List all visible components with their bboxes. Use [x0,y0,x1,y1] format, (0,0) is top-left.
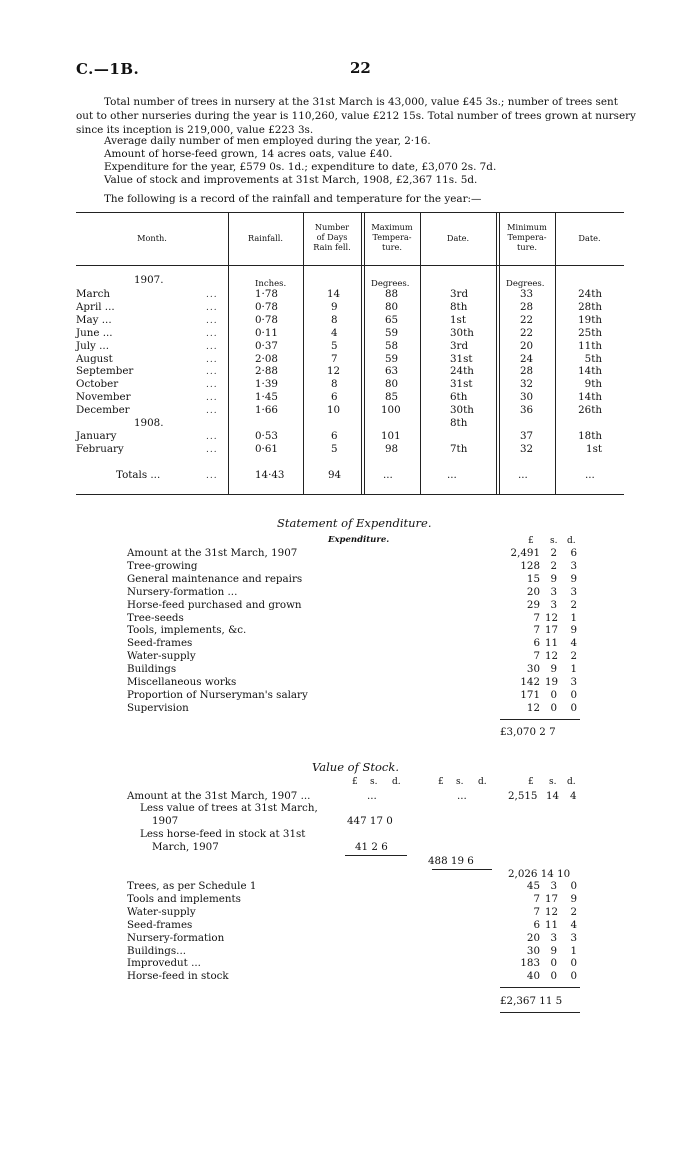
head-date-min: Date. [578,233,601,243]
intro-line-expenditure: Expenditure for the year, £579 0s. 1d.; expenditure to date, £3,070 2s. 7d. [104,161,497,173]
expenditure-row-label: Tree-growing [127,559,198,572]
stock-row-pounds: 45 [526,880,540,892]
expenditure-row-label: Supervision [127,701,189,714]
stock-less-horse-feed: Less horse-feed in stock at 31st [140,828,306,840]
table-bottom-rule [76,494,624,495]
intro-paragraph: Total number of trees in nursery at the 31st March is 43,000, value £45 3s.; number of trees sent out to other nurseries during the year is 110,260, value £212 15s. Total number of trees grown at nursery since its inception is 219,000, value £223 3s. [76,96,636,136]
rain-row-min-date: 9th [584,378,602,391]
totals-max-date: ... [447,469,457,481]
totals-min: ... [518,469,528,481]
stock-row-shillings: 12 [545,905,559,918]
rain-row-min-date: 26th [578,404,602,417]
rain-row-days: 12 [327,365,341,378]
stock-row-label: Trees, as per Schedule 1 [127,880,257,892]
stock-row-pounds: 6 [533,918,540,931]
rain-row-month: April ... [76,300,115,313]
expenditure-row-shillings: 17 [545,624,559,637]
col-head-pounds: £ [528,536,534,546]
stock-head-pounds-c: £ [528,777,534,787]
leader-dots: ... [206,302,218,313]
head-min-line: Tempera- [507,232,547,242]
stock-row-pence: 4 [570,918,577,931]
rain-row-min: 30 [520,391,534,404]
stock-row-shillings: 9 [550,944,557,957]
stock-row-label: Improvedut ... [127,957,201,970]
year-label: 1907. [134,274,164,286]
expenditure-row-pounds: 7 [533,611,540,624]
stock-row-shillings: 11 [545,918,559,931]
stock-total: £2,367 11 5 [500,995,563,1007]
expenditure-row-pence: 1 [570,663,577,676]
rain-row-max: 65 [385,313,399,326]
leader-dots: ... [206,406,218,417]
intro-line-men: Average daily number of men employed during the year, 2·16. [104,135,431,147]
rain-row-rainfall: 0·37 [255,339,278,352]
rain-row-days: 8 [331,313,338,326]
col-rule [303,212,304,494]
stock-title: Value of Stock. [312,760,399,774]
rain-row-rainfall: 0·78 [255,313,278,326]
col-rule [361,212,362,494]
rain-row-max-date: 3rd [450,339,469,352]
head-days [303,222,361,252]
stock-row-pounds: 7 [533,892,540,905]
head-days-line: of Days [316,232,348,242]
rain-row-min: 37 [520,429,534,442]
expenditure-row-pounds: 171 [520,688,540,701]
stock-head-pounds-a: £ [352,777,358,787]
head-min-temp [499,222,555,252]
rain-row-month: August [76,352,113,365]
stock-row-shillings: 0 [550,970,557,983]
rain-row-max-date: 7th [450,442,468,455]
expenditure-row-shillings: 0 [550,688,557,701]
expenditure-row-pence: 3 [570,676,577,688]
stock-row-pence: 3 [570,931,577,944]
stock-row-label: Water-supply [127,905,196,918]
expenditure-row-pounds: 15 [526,572,540,585]
rain-row-min-date: 14th [578,365,602,378]
expenditure-row-pence: 0 [570,688,577,701]
col-rule [496,212,497,494]
rain-row-max-date: 30th [450,404,474,417]
expenditure-row-shillings: 2 [550,547,557,559]
rain-row-rainfall: 0·11 [255,326,278,339]
rain-row-min-date: 25th [578,326,602,339]
rain-row-min: 24 [520,352,534,365]
expenditure-rule [500,719,580,720]
expenditure-row-pence: 2 [570,598,577,611]
stock-net-value: 2,026 14 10 [508,868,571,880]
stock-row-label: Tools and implements [127,892,241,905]
rain-row-max-date: 8th [450,300,468,313]
rain-row-rainfall: 1·45 [255,391,278,404]
rain-row-min-date: 24th [578,288,602,300]
expenditure-row-shillings: 12 [545,611,559,624]
head-max-line: ture. [382,242,402,252]
stock-less-sum: 488 19 6 [428,855,474,867]
col-rule [420,212,421,494]
leader-dots: ... [206,315,218,326]
expenditure-row-label: Proportion of Nurseryman's salary [127,688,308,701]
expenditure-row-pence: 1 [570,611,577,624]
stock-less-horse-feed-date: March, 1907 [152,841,219,853]
rain-row-month: November [76,391,131,404]
expenditure-row-pence: 9 [570,572,577,585]
rain-row-max-date: 8th [450,417,468,429]
stock-row-shillings: 17 [545,892,559,905]
stock-row-pence: 0 [570,957,577,970]
expenditure-title: Statement of Expenditure. [277,516,432,530]
expenditure-row-pounds: 7 [533,650,540,663]
rain-row-month: October [76,378,119,391]
rain-row-month: September [76,365,134,378]
stock-head-shillings-a: s. [370,777,378,787]
document-code: C.—1B. [76,60,140,78]
stock-row-pounds: 40 [526,970,540,983]
stock-row-pence: 1 [570,944,577,957]
rain-row-rainfall: 2·88 [255,365,278,378]
stock-head-shillings-b: s. [456,777,464,787]
col-rule [499,212,500,494]
stock-less-horse-feed-value: 41 2 6 [355,841,388,853]
expenditure-row-pence: 0 [570,701,577,714]
leader-dots: ... [206,354,218,365]
col-rule [228,212,229,494]
stock-sub-rule [432,869,492,870]
rain-row-rainfall: 0·61 [255,442,278,455]
expenditure-row-shillings: 9 [550,572,557,585]
head-min-line: Minimum [507,222,547,232]
expenditure-row-shillings: 11 [545,637,559,650]
rain-row-rainfall: 1·78 [255,288,278,300]
stock-row-shillings: 0 [550,957,557,970]
rain-row-min-date: 28th [578,300,602,313]
rain-row-min: 32 [520,442,534,455]
rain-row-max-date: 6th [450,391,468,404]
stock-row-shillings: 3 [550,880,557,892]
rain-row-days: 10 [327,404,341,417]
expenditure-row-pounds: 142 [520,676,540,688]
rain-row-max: 59 [385,326,399,339]
stock-amount-label: Amount at the 31st March, 1907 ... [127,790,311,802]
rain-row-max-date: 3rd [450,288,469,300]
rain-row-max: 100 [381,404,401,417]
rain-row-max-date: 1st [450,313,466,326]
intro-line-horse-feed: Amount of horse-feed grown, 14 acres oats, value £40. [104,148,393,160]
leader-dots: ... [206,393,218,404]
stock-amount-dots-a: ... [367,790,377,802]
rain-row-min: 36 [520,404,534,417]
stock-less-trees-value: 447 17 0 [347,815,393,827]
expenditure-row-shillings: 9 [550,663,557,676]
rain-row-min-date: 14th [578,391,602,404]
leader-dots: ... [206,290,218,300]
rain-row-rainfall: 0·53 [255,429,278,442]
head-days-line: Rain fell. [313,242,351,252]
totals-rainfall: 14·43 [255,469,285,481]
leader-dots: ... [206,380,218,391]
rain-row-max: 80 [385,378,399,391]
expenditure-row-pence: 4 [570,637,577,650]
stock-rule [500,1012,580,1013]
unit-max-temp: Degrees. [371,279,410,289]
stock-rule [500,987,580,988]
rain-row-days: 5 [331,442,338,455]
head-date-max: Date. [446,233,470,243]
stock-head-pence-a: d. [392,777,401,787]
stock-row-pence: 0 [570,880,577,892]
rain-row-max-date: 30th [450,326,474,339]
head-min-line: ture. [517,242,537,252]
rain-row-rainfall: 1·66 [255,404,278,417]
expenditure-row-pounds: 20 [526,585,540,598]
rain-row-max-date: 31st [450,378,473,391]
stock-amount-pounds: 2,515 [508,790,538,802]
rain-row-min: 32 [520,378,534,391]
totals-days: 94 [328,469,342,481]
stock-row-pence: 2 [570,905,577,918]
expenditure-row-label: Nursery-formation ... [127,585,238,598]
expenditure-subtitle: Expenditure. [328,535,390,545]
table-header-rule [76,265,624,266]
expenditure-row-label: Buildings [127,663,177,676]
col-rule [364,212,365,494]
rain-row-max: 98 [385,442,399,455]
expenditure-row-label: Amount at the 31st March, 1907 [127,547,298,559]
rain-row-days: 4 [331,326,338,339]
head-rainfall: Rainfall. [248,233,283,243]
rain-row-max: 58 [385,339,399,352]
stock-row-pounds: 183 [520,957,540,970]
rain-row-days: 7 [331,352,338,365]
unit-rainfall: Inches. [255,279,287,289]
expenditure-row-pence: 3 [570,559,577,572]
expenditure-row-pounds: 29 [526,598,540,611]
rain-row-min: 28 [520,365,534,378]
head-max-line: Tempera- [372,232,412,242]
stock-row-pounds: 30 [526,944,540,957]
col-rule [555,212,556,494]
expenditure-row-label: Tools, implements, &c. [127,624,247,637]
expenditure-row-pence: 2 [570,650,577,663]
expenditure-row-shillings: 0 [550,701,557,714]
rain-row-max: 88 [385,288,399,300]
totals-label: Totals ... [116,469,161,481]
rain-row-month: June ... [76,326,113,339]
table-top-rule [76,212,624,213]
rain-row-rainfall: 1·39 [255,378,278,391]
rain-row-min: 22 [520,313,534,326]
stock-row-pounds: 20 [526,931,540,944]
expenditure-row-shillings: 12 [545,650,559,663]
leader-dots: ... [206,444,218,455]
expenditure-row-pounds: 7 [533,624,540,637]
col-head-shillings: s. [550,536,558,546]
expenditure-row-pounds: 2,491 [510,547,540,559]
expenditure-row-label: General maintenance and repairs [127,572,303,585]
expenditure-row-label: Water-supply [127,650,196,663]
stock-row-label: Buildings... [127,944,186,957]
stock-amount-pence: 4 [570,790,577,802]
stock-amount-dots-b: ... [457,790,467,802]
leader-dots: ... [206,341,218,352]
expenditure-row-shillings: 3 [550,598,557,611]
rain-row-min: 28 [520,300,534,313]
expenditure-row-pounds: 6 [533,637,540,650]
rain-row-rainfall: 2·08 [255,352,278,365]
expenditure-row-label: Tree-seeds [127,611,184,624]
intro-line-rainfall-record: The following is a record of the rainfall and temperature for the year:— [104,193,482,205]
rain-row-rainfall: 0·78 [255,300,278,313]
rain-row-min-date: 5th [584,352,602,365]
head-max-line: Maximum [371,222,413,232]
rain-row-days: 8 [331,378,338,391]
leader-dots: ... [206,431,218,442]
rain-row-days: 5 [331,339,338,352]
rain-row-min-date: 18th [578,429,602,442]
rain-row-max-date: 24th [450,365,474,378]
stock-row-label: Nursery-formation [127,931,225,944]
expenditure-row-pence: 3 [570,585,577,598]
stock-row-pence: 0 [570,970,577,983]
head-days-line: Number [314,222,350,232]
expenditure-row-shillings: 2 [550,559,557,572]
rain-row-max: 85 [385,391,399,404]
stock-row-pounds: 7 [533,905,540,918]
expenditure-row-pounds: 12 [526,701,540,714]
year-label: 1908. [134,417,164,429]
expenditure-row-shillings: 3 [550,585,557,598]
rain-row-days: 9 [331,300,338,313]
stock-head-pence-c: d. [567,777,576,787]
expenditure-row-pence: 6 [570,547,577,559]
stock-row-pence: 9 [570,892,577,905]
expenditure-row-label: Horse-feed purchased and grown [127,598,302,611]
page-number: 22 [350,59,371,77]
leader-dots: ... [206,328,218,339]
rain-row-max: 63 [385,365,399,378]
rain-row-month: July ... [76,339,109,352]
rain-row-max: 101 [381,429,401,442]
leader-dots: ... [206,367,218,378]
rain-row-month: March [76,288,111,300]
head-max-temp [364,222,420,252]
rain-row-month: May ... [76,313,112,326]
expenditure-row-label: Miscellaneous works [127,676,237,688]
leader-dots: ... [206,471,218,481]
expenditure-row-pence: 9 [570,624,577,637]
rain-row-max: 59 [385,352,399,365]
rain-row-min-date: 1st [586,442,602,455]
stock-row-label: Seed-frames [127,918,193,931]
rain-row-min-date: 11th [578,339,602,352]
head-month: Month. [137,233,167,243]
stock-head-pence-b: d. [478,777,487,787]
expenditure-row-shillings: 19 [545,676,559,688]
rain-row-min: 22 [520,326,534,339]
rain-row-month: January [76,429,117,442]
rain-row-min: 33 [520,288,534,300]
rain-row-month: December [76,404,130,417]
rain-row-max-date: 31st [450,352,473,365]
totals-min-date: ... [585,469,595,481]
totals-max: ... [383,469,393,481]
rain-row-days: 6 [331,391,338,404]
expenditure-total: £3,070 2 7 [500,726,556,738]
expenditure-row-pounds: 128 [520,559,540,572]
rain-row-min-date: 19th [578,313,602,326]
intro-line-stock-value: Value of stock and improvements at 31st March, 1908, £2,367 11s. 5d. [104,174,478,186]
rain-row-max: 80 [385,300,399,313]
stock-amount-shillings: 14 [546,790,560,802]
stock-less-trees-year: 1907 [152,815,179,827]
col-head-pence: d. [567,536,576,546]
stock-head-shillings-c: s. [549,777,557,787]
stock-row-label: Horse-feed in stock [127,970,229,983]
rain-row-month: February [76,442,124,455]
stock-sub-rule [345,855,407,856]
stock-row-shillings: 3 [550,931,557,944]
rain-row-days: 14 [327,288,341,300]
rain-row-days: 6 [331,429,338,442]
stock-less-trees: Less value of trees at 31st March, [140,802,318,814]
expenditure-row-pounds: 30 [526,663,540,676]
unit-min-temp: Degrees. [506,279,545,289]
rain-row-min: 20 [520,339,534,352]
stock-head-pounds-b: £ [438,777,444,787]
expenditure-row-label: Seed-frames [127,637,193,650]
